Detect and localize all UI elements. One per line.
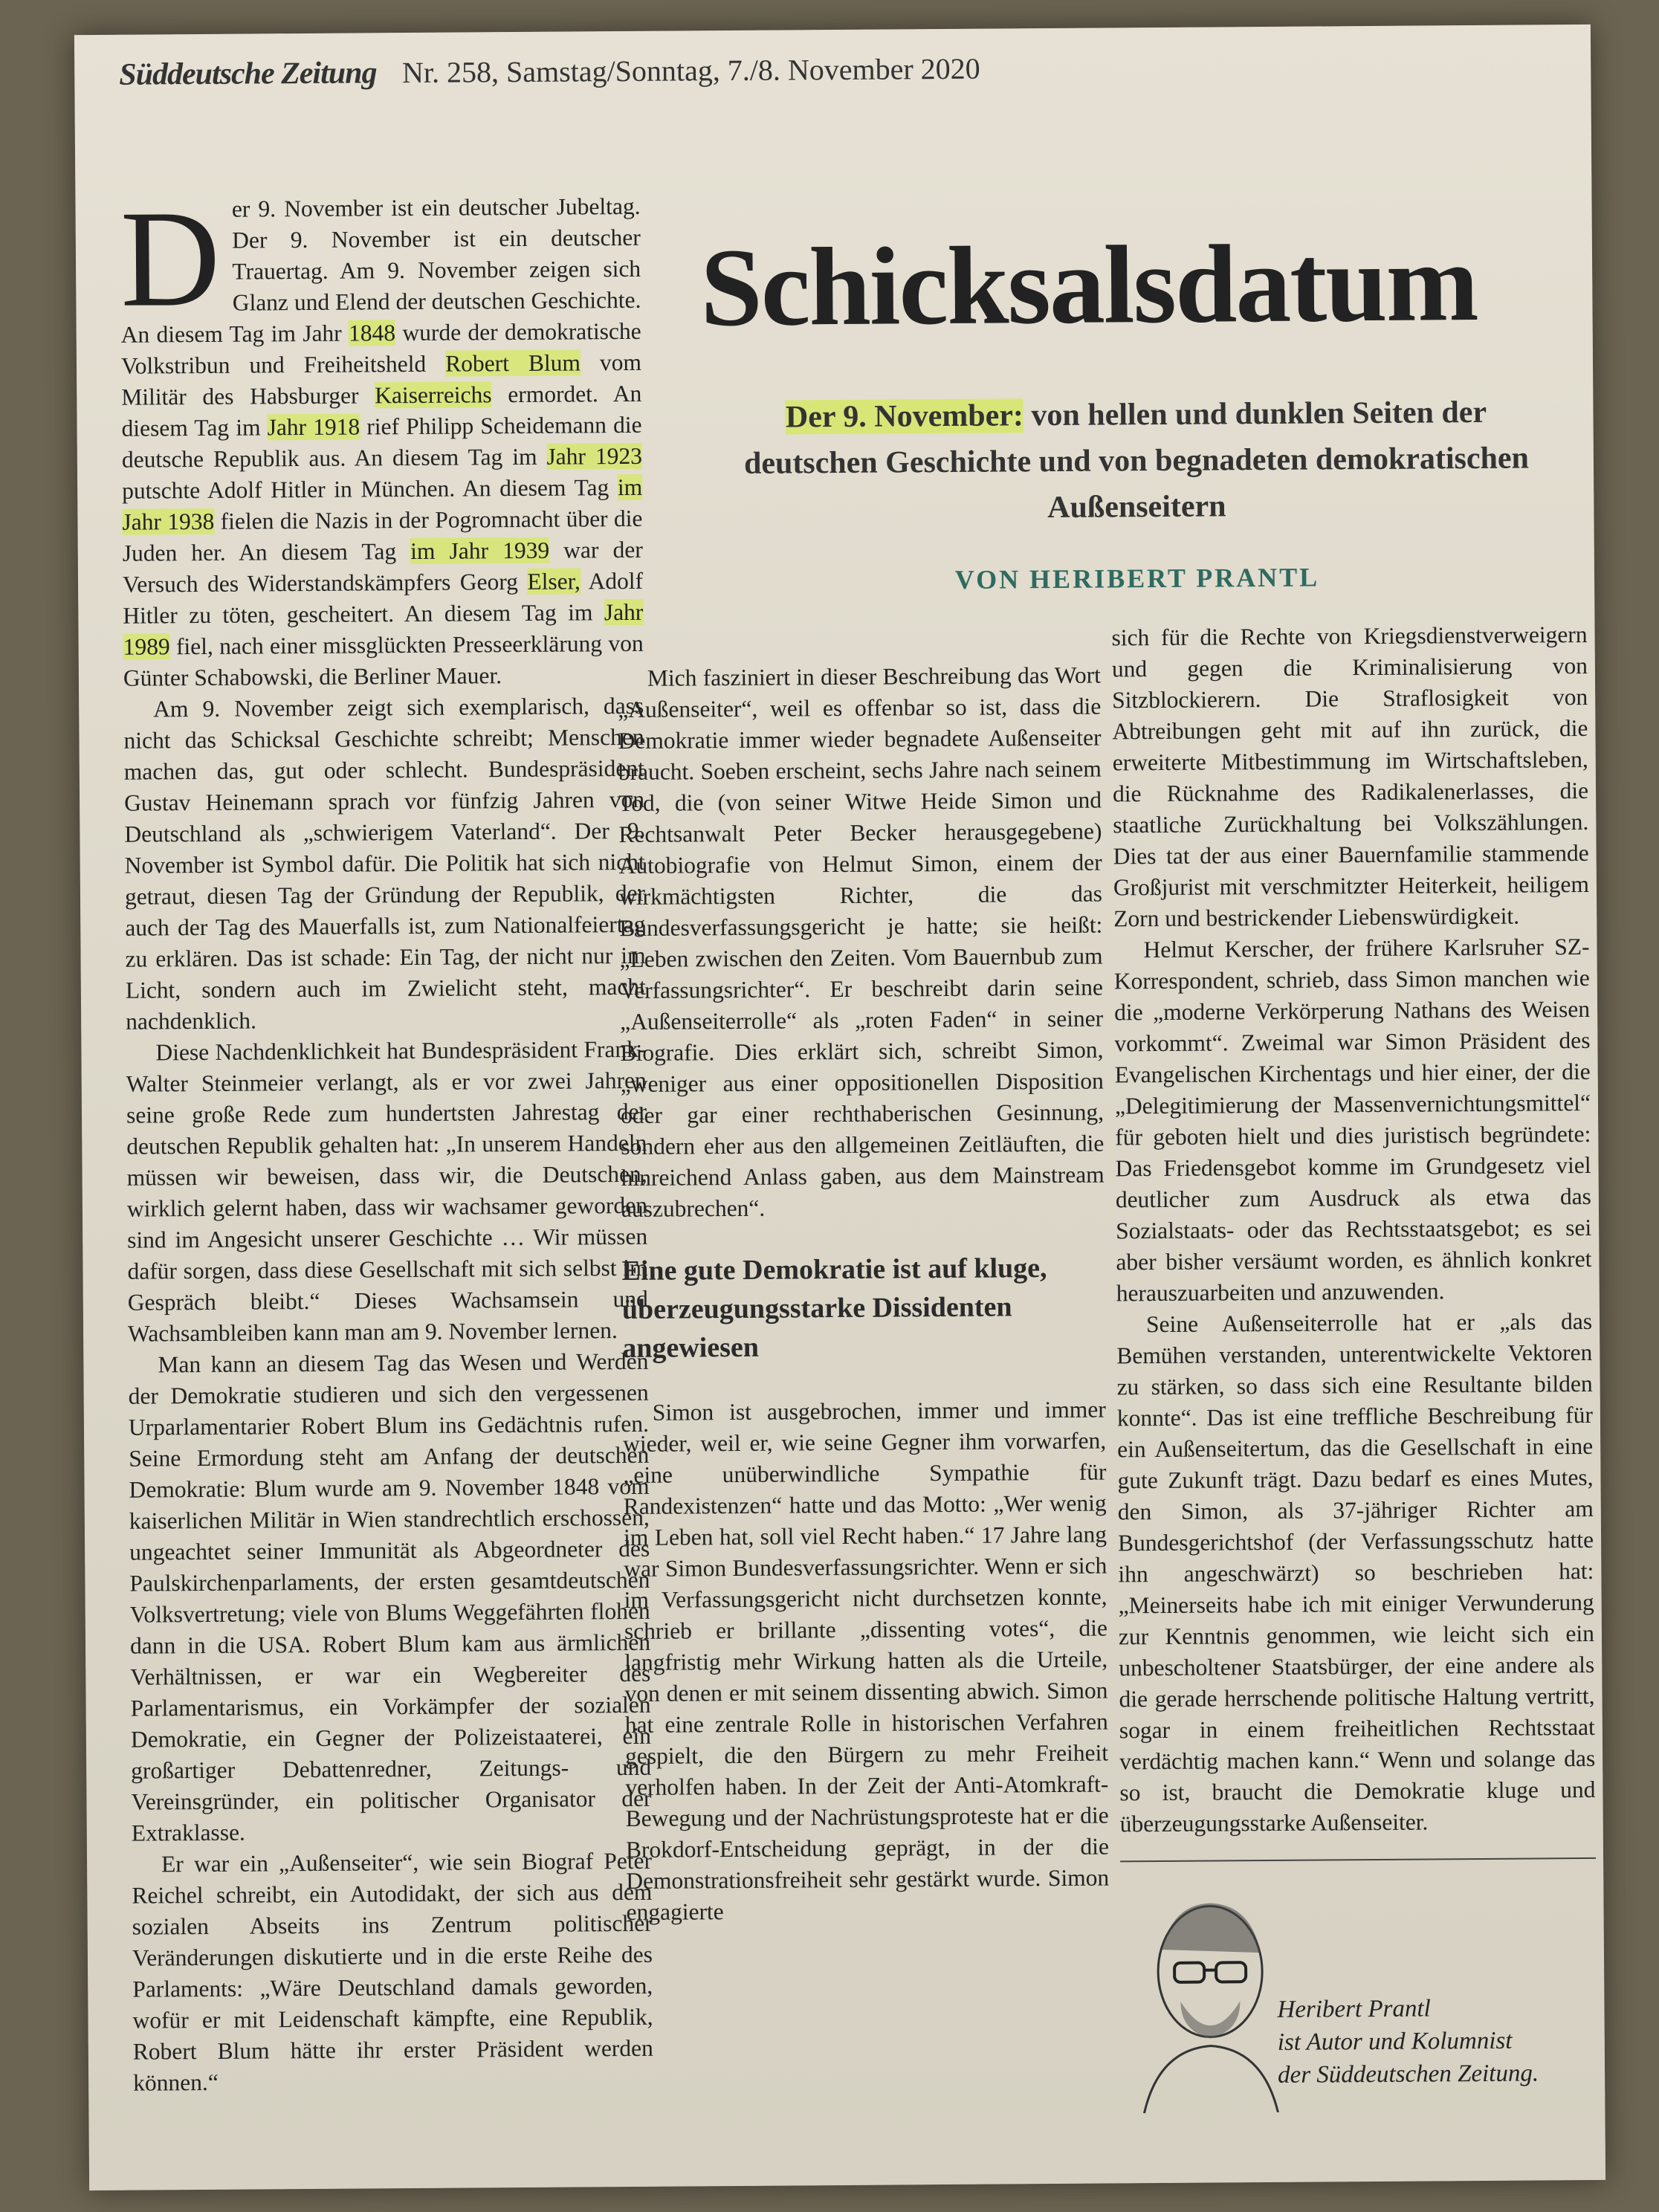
headline: Schicksalsdatum (699, 220, 1478, 350)
issue-line: Nr. 258, Samstag/Sonntag, 7./8. November 2020 (401, 51, 980, 90)
paragraph-3: Diese Nachdenklichkeit hat Bundespräsident Frank-Walter Steinmeier verlangt, als er vor zwei Jahren seine große Rede zum hundertsten Jahrestag der deutschen Republik gehalten hat: „In unserem Handeln müssen wir beweisen, dass wir, die Deutschen, wirklich gelernt haben, dass wir wachsamer geworden sind im Angesicht unserer Geschichte … Wir müssen dafür sorgen, dass diese Gesellschaft mit sich selbst im Gespräch bleibt.“ Dieses Wachsamsein und Wachsambleiben kann man am 9. November lernen. (126, 1035, 648, 1347)
paragraph-4: Man kann an diesem Tag das Wesen und Werden der Demokratie studieren und sich den vergessenen Urparlamentarier Robert Blum ins Gedächtnis rufen. Seine Ermordung steht am Anfang der deutschen Demokratie: Blum wurde am 9. November 1848 vom kaiserlichen Militär in Wien standrechtlich erschossen, ungeachtet seiner Immunität als Abgeordneter des Paulskirchenparlaments, der ersten gesamtdeutschen Volksvertretung; viele von Blums Weggefährten flohen dann in die USA. Robert Blum kam aus ärmlichen Verhältnissen, er war ein Wegbereiter des Parlamentarismus, ein Vorkämpfer der sozialen Demokratie, ein Gegner der Polizeistaaterei, ein großartiger Debattenredner, Zeitungs- und Vereinsgründer, ein politischer Organisator der Extraklasse. (128, 1348, 652, 1846)
subheadline (716, 389, 1556, 533)
author-note (1277, 1991, 1539, 2091)
subhead-text: von hellen und dunklen Seiten der deutschen Geschichte und von begnadeten demokratischen Außenseitern (743, 395, 1530, 525)
author-role: ist Autor und Kolumnist (1277, 2027, 1513, 2056)
highlight: im Jahr 1939 (410, 537, 550, 565)
article-column-3 (1111, 619, 1597, 2128)
highlight: Robert Blum (445, 349, 581, 377)
section-heading: Eine gute Demokratie ist auf kluge, überzeugungsstarke Dissidenten angewiesen (621, 1252, 1047, 1365)
highlight: Jahr 1989 (123, 598, 644, 660)
paragraph-7: Simon ist ausgebrochen, immer und immer wieder, weil er, wie seine Gegner ihm vorwarfen, „eine unüberwindliche Sympathie für Randexistenzen“ hatte und das Motto: „Wer wenig im Leben hat, soll viel Recht haben.“ 17 Jahre lang war Simon Bundesverfassungsrichter. Wenn er sich im Verfassungsgericht nicht durchsetzen konnte, schrieb er brillante „dissenting votes“, die langfristig mehr Wirkung hatten als die Urteile, von denen er mit seinem dissenting abwich. Simon hat eine zentrale Rolle in historischen Verfahren gespielt, die den Bürgern zu mehr Freiheit verholfen haben. In der Zeit der Anti-Atomkraft-Bewegung und der Nachrüstungsproteste hat er die Brokdorf-Entscheidung geprägt, in der die Demonstrationsfreiheit sehr gestärkt wurde. Simon engagierte (623, 1396, 1110, 1926)
author-name: Heribert Prantl (1277, 1995, 1431, 2023)
divider (1120, 1857, 1596, 1862)
text-run: war der Versuch des Widerstandskämpfers Georg (122, 536, 643, 598)
paragraph-8: sich für die Rechte von Kriegsdienstverweigern und gegen die Kriminalisierung von Sitzblockierern. Die Straflosigkeit von Abtreibungen geht mit auf ihn zurück, die erweiterte Mitbestimmung im Wirtschaftsleben, die Rücknahme des Radikalenerlasses, die staatliche Zurückhaltung bei Volkszählungen. Dies tat der aus einer Bauernfamilie stammende Großjurist mit verschmitzter Heiterkeit, heiligem Zorn und bestrickender Liebenswürdigkeit. (1111, 621, 1590, 932)
paragraph-1 (120, 181, 644, 694)
text-run: er 9. November ist ein deutscher Jubeltag. Der 9. November ist ein deutscher Trauertag. Am 9. November zeigen sich Glanz und Elend der deutschen Geschichte. An diesem Tag im Jahr (120, 193, 641, 348)
author-portrait (1128, 1889, 1293, 2114)
subhead-lead: Der 9. November: (785, 398, 1024, 435)
newspaper-page (74, 25, 1605, 2190)
paragraph-10: Seine Außenseiterrolle hat er „als das Bemühen verstanden, unterentwickelte Vektoren zu stärken, so dass sich eine Resultante bilden konnte“. Das ist eine treffliche Beschreibung für ein Außenseitertum, das die Gesellschaft in eine gute Zukunft trägt. Dazu bedarf es eines Mutes, den Simon, als 37-jähriger Richter am Bundesgerichtshof (der Verfassungsschutz hatte ihn angeschwärzt) so beschrieben hat: „Meinerseits habe ich mit einiger Verwunderung zur Kenntnis genommen, wie leicht sich ein unbescholtener Staatsbürger, der eine andere als die gerade herrschende politische Haltung vertritt, sogar in einem freiheitlichen Rechtsstaat verdächtig machen kann.“ Wenn und solange das so ist, braucht die Demokratie kluge und überzeugungsstarke Außenseiter. (1116, 1307, 1596, 1837)
masthead (119, 51, 980, 93)
article-column-1 (120, 181, 653, 2099)
drop-cap: D (120, 181, 221, 336)
article-column-2 (618, 660, 1110, 1928)
text-run: putschte Adolf Hitler in München. An diesem Tag (122, 474, 618, 504)
paragraph-9: Helmut Kerscher, der frühere Karlsruher SZ-Korrespondent, schrieb, dass Simon manchen wie die „moderne Verkörperung Nathans des Weisen vorkommt“. Zweimal war Simon Präsident des Evangelischen Kirchentags und hier einer, der die „Delegitimierung der Massenvernichtungsmittel“ für geboten hielt und dies juristisch begründete: Das Friedensgebot komme im Grundgesetz viel deutlicher zum Ausdruck als etwa das Sozialstaats- oder das Rechtsstaatsgebot; es sei aber bisher versäumt worden, es ähnlich konkret herauszuarbeiten und anzuwenden. (1113, 933, 1592, 1307)
highlight: Elser, (527, 568, 581, 595)
byline: VON HERIBERT PRANTL (954, 562, 1320, 595)
paragraph-6: Mich fasziniert in dieser Beschreibung das Wort „Außenseiter“, weil es offenbar so ist, dass die Demokratie immer wieder begnadete Außenseiter braucht. Soeben erscheint, sechs Jahre nach seinem Tod, die (von seiner Witwe Heide Simon und Rechtsanwalt Peter Becker herausgegebene) Autobiografie von Helmut Simon, einem der wirkmächtigsten Richter, die das Bundesverfassungsgericht je hatte; sie heißt: „Leben zwischen den Zeiten. Vom Bauernbub zum Verfassungsrichter“. Er beschreibt darin seine „Außenseiterrolle“ als „roten Faden“ in seiner Biografie. Dies erklärt sich, schreibt Simon, „weniger aus einer oppositionellen Disposition oder gar einer rechthaberischen Gesinnung, sondern eher aus den allgemeinen Zeitläuften, die hinreichend Anlass gaben, aus dem Mainstream auszubrechen“. (618, 662, 1105, 1223)
paragraph-2: Am 9. November zeigt sich exemplarisch, dass nicht das Schicksal Geschichte schreibt; Menschen machen das, gut oder schlecht. Bundespräsident Gustav Heinemann sprach vor fünfzig Jahren von Deutschland als „schwierigem Vaterland“. Der 9. November ist Symbol dafür. Die Politik hat sich nicht getraut, diesen Tag der Gründung der Republik, der auch der Tag des Mauerfalls ist, zum Nationalfeiertag zu erklären. Das ist schade: Ein Tag, der nicht nur im Licht, sondern auch im Zwielicht steht, macht nachdenklich. (123, 692, 646, 1035)
highlight: Jahr 1918 (267, 413, 360, 441)
text-run: Adolf Hitler zu töten, gescheitert. An diesem Tag im (123, 567, 644, 629)
highlight: im Jahr 1938 (122, 473, 643, 535)
text-run: wurde der demokratische Volkstribun und Freiheitsheld (120, 317, 641, 379)
text-run: fielen die Nazis in der Pogromnacht über die Juden her. An diesem Tag (122, 505, 643, 566)
text-run: fiel, nach einer missglückten Presseerklärung von Günter Schabowski, die Berliner Mauer. (123, 630, 644, 691)
highlight: Kaiserreichs (375, 381, 492, 409)
highlight: 1848 (348, 320, 396, 346)
text-run: vom Militär des Habsburger (121, 349, 642, 410)
newspaper-logo: Süddeutsche Zeitung (119, 56, 377, 92)
author-box (1120, 1880, 1597, 2128)
highlight: Jahr 1923 (546, 442, 642, 470)
author-outlet: der Süddeutschen Zeitung. (1277, 2060, 1539, 2089)
text-run: ermordet. An diesem Tag im (121, 380, 642, 442)
paragraph-5: Er war ein „Außenseiter“, wie sein Biograf Peter Reichel schreibt, ein Autodidakt, der sich aus dem sozialen Abseits ins Zentrum politischer Veränderungen diskutierte und in die erste Reihe des Parlaments: „Wäre Deutschland damals geworden, wofür er mit Leidenschaft kämpfte, eine Republik, Robert Blum hätte ihr erster Präsident werden können.“ (132, 1847, 653, 2096)
text-run: rief Philipp Scheidemann die deutsche Republik aus. An diesem Tag im (121, 411, 642, 473)
